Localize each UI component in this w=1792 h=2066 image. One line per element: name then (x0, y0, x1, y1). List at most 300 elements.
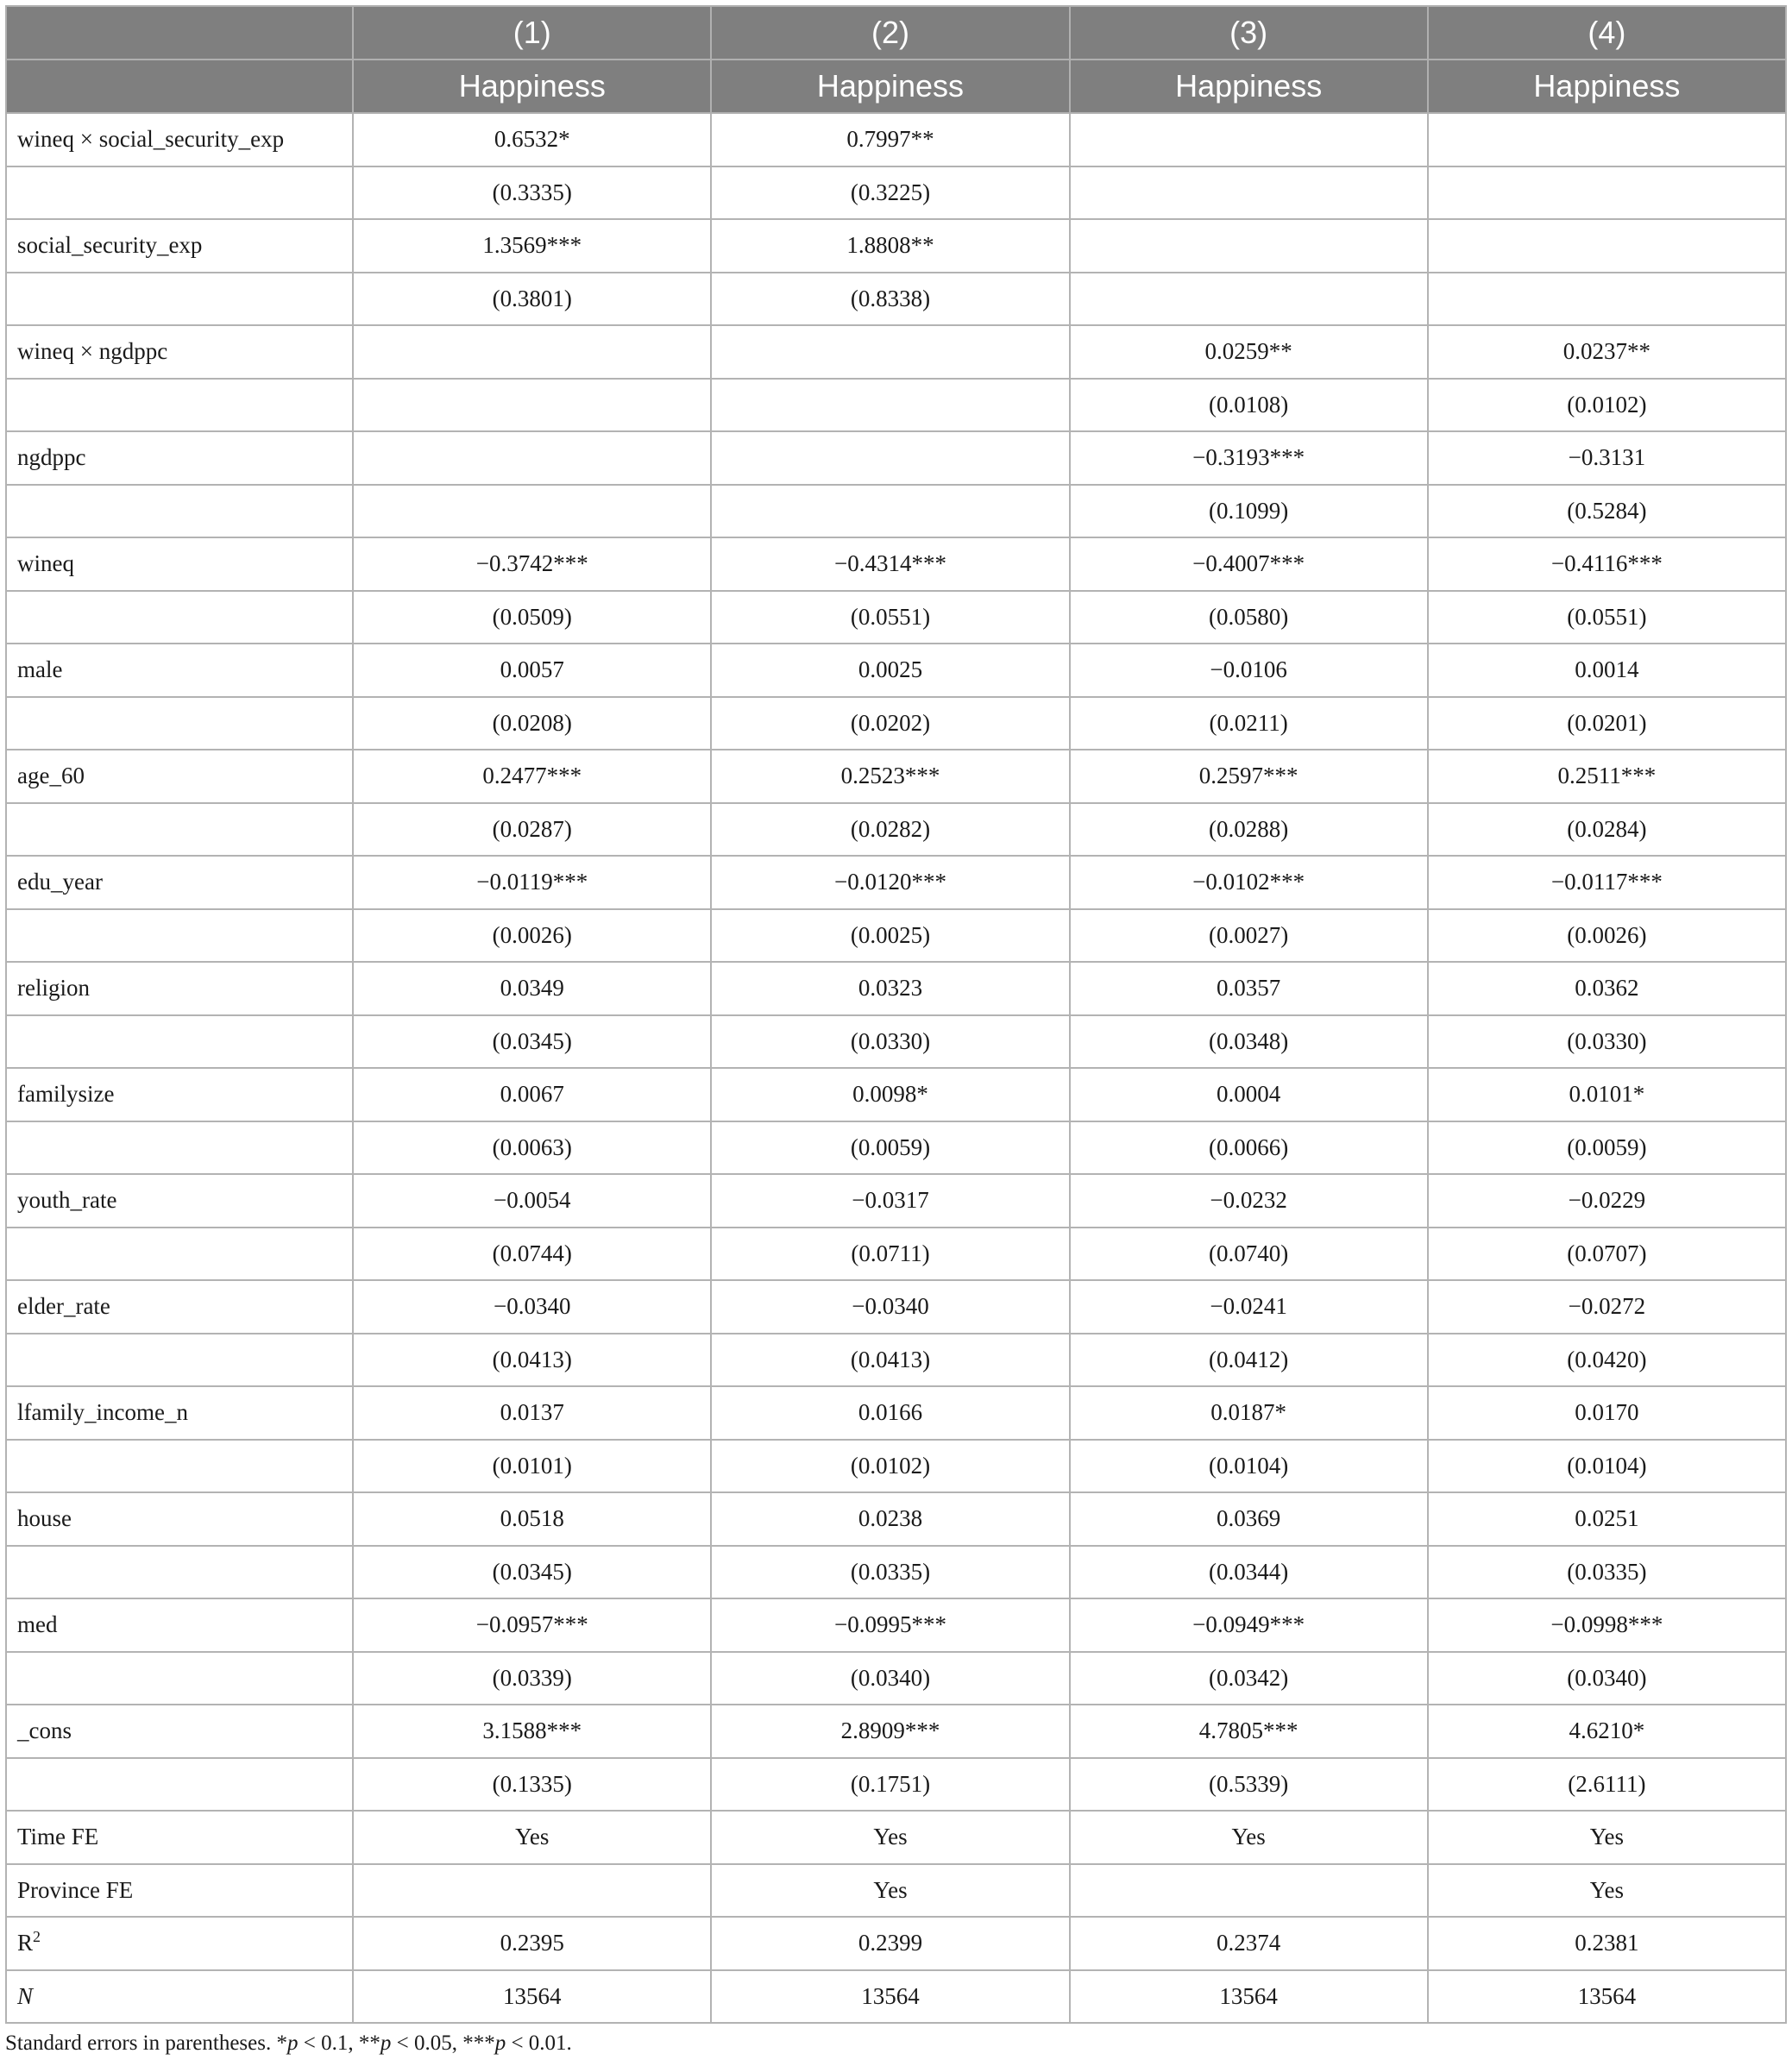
row-label (6, 1811, 353, 1864)
table-row (6, 962, 1786, 1015)
value-cell (711, 1015, 1069, 1069)
table-row (6, 273, 1786, 326)
cell-value: 4.7805*** (1198, 1717, 1298, 1744)
value-cell (1428, 1386, 1786, 1440)
value-cell (1428, 1015, 1786, 1069)
cell-value: (0.0025) (850, 921, 931, 948)
value-cell (711, 1174, 1069, 1228)
table-row (6, 1015, 1786, 1069)
cell-value: 0.2511*** (1557, 763, 1657, 789)
cell-value: −0.0117*** (1550, 869, 1663, 895)
table-row (6, 1917, 1786, 1970)
table-row (6, 1546, 1786, 1599)
cell-value: (0.0208) (492, 709, 572, 736)
table-row (6, 325, 1786, 379)
row-label (6, 1652, 353, 1705)
row-label (6, 644, 353, 697)
row-label (6, 856, 353, 909)
value-cell (711, 1228, 1069, 1281)
cell-value: 0.0238 (858, 1505, 923, 1532)
row-label (6, 1068, 353, 1121)
cell-value: (0.5284) (1567, 497, 1647, 524)
cell-value: 0.0067 (500, 1081, 564, 1108)
value-cell (711, 1598, 1069, 1652)
value-cell (353, 1386, 711, 1440)
cell-value: (0.0027) (1209, 921, 1289, 948)
value-cell (1070, 166, 1428, 220)
value-cell (353, 537, 711, 591)
row-label-text: med (17, 1611, 58, 1638)
cell-value: (0.0345) (492, 1027, 572, 1054)
table-row (6, 1705, 1786, 1758)
cell-value: Yes (1231, 1824, 1266, 1850)
table-row (6, 1758, 1786, 1812)
row-label (6, 431, 353, 485)
value-cell (1070, 697, 1428, 750)
cell-value: 0.0098* (852, 1081, 928, 1108)
row-label-text: wineq × ngdppc (17, 338, 168, 365)
value-cell (1070, 750, 1428, 803)
row-label (6, 113, 353, 166)
value-cell (711, 803, 1069, 857)
row-label (6, 750, 353, 803)
value-cell (1070, 1440, 1428, 1493)
value-cell (1070, 1068, 1428, 1121)
cell-value: −0.3193*** (1192, 444, 1305, 471)
value-cell (711, 1546, 1069, 1599)
cell-value: (0.0740) (1209, 1240, 1289, 1266)
table-row (6, 485, 1786, 538)
header-cell: (3) (1070, 6, 1428, 60)
cell-value: (0.0101) (492, 1452, 572, 1479)
value-cell (353, 1917, 711, 1970)
value-cell (353, 1758, 711, 1812)
value-cell (1070, 644, 1428, 697)
cell-value: 0.0014 (1575, 656, 1639, 683)
row-label (6, 1758, 353, 1812)
cell-value: 0.0251 (1575, 1505, 1639, 1532)
cell-value: −0.0995*** (833, 1611, 946, 1638)
cell-value: (0.0348) (1209, 1027, 1289, 1054)
table-row (6, 697, 1786, 750)
value-cell (1070, 537, 1428, 591)
cell-value: 0.6532* (494, 126, 570, 153)
value-cell (353, 485, 711, 538)
cell-value: (0.0580) (1209, 603, 1289, 630)
cell-value: (0.0066) (1209, 1133, 1289, 1160)
cell-value: (0.0284) (1567, 815, 1647, 842)
row-label (6, 1546, 353, 1599)
value-cell (711, 1334, 1069, 1387)
header-cell: Happiness (1070, 60, 1428, 113)
value-cell (1070, 1121, 1428, 1175)
cell-value: (0.0412) (1209, 1346, 1289, 1372)
header-cell (6, 60, 353, 113)
cell-value: (0.0344) (1209, 1558, 1289, 1585)
value-cell (353, 803, 711, 857)
value-cell (1070, 1386, 1428, 1440)
value-cell (711, 1068, 1069, 1121)
cell-value: (0.3225) (850, 179, 931, 205)
row-label-text: ngdppc (17, 444, 86, 471)
value-cell (1428, 962, 1786, 1015)
value-cell (1428, 1334, 1786, 1387)
cell-value: (0.0063) (492, 1133, 572, 1160)
value-cell (1428, 909, 1786, 963)
header-cell: (2) (711, 6, 1069, 60)
cell-value: 0.0369 (1217, 1505, 1281, 1532)
cell-value: (0.0339) (492, 1664, 572, 1691)
cell-value: 13564 (503, 1982, 562, 2009)
value-cell (711, 1492, 1069, 1546)
value-cell (1070, 485, 1428, 538)
cell-value: (0.0420) (1567, 1346, 1647, 1372)
value-cell (1070, 431, 1428, 485)
value-cell (711, 1652, 1069, 1705)
table-row (6, 1598, 1786, 1652)
cell-value: −0.0229 (1568, 1187, 1646, 1214)
row-label (6, 379, 353, 432)
regression-table (5, 5, 1787, 2024)
value-cell (1070, 1970, 1428, 2024)
value-cell (711, 909, 1069, 963)
row-label (6, 1598, 353, 1652)
value-cell (711, 750, 1069, 803)
value-cell (1428, 697, 1786, 750)
cell-value: 0.0518 (500, 1505, 564, 1532)
table-header (6, 6, 1786, 113)
value-cell (353, 750, 711, 803)
value-cell (1428, 1758, 1786, 1812)
cell-value: (0.0345) (492, 1558, 572, 1585)
cell-value: 0.0057 (500, 656, 564, 683)
row-label (6, 697, 353, 750)
value-cell (711, 325, 1069, 379)
row-label (6, 1705, 353, 1758)
cell-value: (0.0108) (1209, 391, 1289, 418)
cell-value: −0.0340 (852, 1293, 929, 1320)
cell-value: Yes (515, 1824, 550, 1850)
table-row (6, 113, 1786, 166)
value-cell (711, 1386, 1069, 1440)
header-row-dependent-variable (6, 60, 1786, 113)
value-cell (1428, 379, 1786, 432)
value-cell (353, 1334, 711, 1387)
row-label-text: _cons (17, 1717, 72, 1744)
row-label (6, 166, 353, 220)
value-cell (711, 485, 1069, 538)
value-cell (1070, 803, 1428, 857)
value-cell (711, 1705, 1069, 1758)
table-row (6, 1864, 1786, 1918)
value-cell (711, 1864, 1069, 1918)
footnote-p: p (380, 2031, 392, 2055)
row-label-text: familysize (17, 1081, 115, 1108)
header-cell: (1) (353, 6, 711, 60)
table-row (6, 379, 1786, 432)
value-cell (1428, 1121, 1786, 1175)
row-label (6, 803, 353, 857)
row-label-text: edu_year (17, 869, 103, 895)
value-cell (1070, 273, 1428, 326)
cell-value: −0.0272 (1568, 1293, 1646, 1320)
cell-value: (0.0059) (850, 1133, 931, 1160)
row-label (6, 1386, 353, 1440)
cell-value: −0.0119*** (476, 869, 588, 895)
cell-value: 0.0025 (858, 656, 923, 683)
footnote-stars: *** (462, 2031, 495, 2055)
row-label-text: social_security_exp (17, 232, 203, 259)
table-row (6, 1386, 1786, 1440)
table-footnote (5, 2031, 572, 2056)
value-cell (1428, 273, 1786, 326)
cell-value: −0.4116*** (1550, 550, 1663, 577)
value-cell (1428, 1598, 1786, 1652)
cell-value: −0.0317 (852, 1187, 929, 1214)
value-cell (353, 1652, 711, 1705)
table-row (6, 591, 1786, 644)
value-cell (1428, 750, 1786, 803)
value-cell (1070, 325, 1428, 379)
value-cell (1070, 1811, 1428, 1864)
value-cell (711, 1758, 1069, 1812)
table-row (6, 1811, 1786, 1864)
table-row (6, 1174, 1786, 1228)
value-cell (711, 1811, 1069, 1864)
row-label (6, 485, 353, 538)
header-cell: (4) (1428, 6, 1786, 60)
cell-value: 1.8808** (846, 232, 934, 259)
cell-value: (0.8338) (850, 285, 931, 311)
table-body (6, 113, 1786, 2023)
value-cell (353, 1546, 711, 1599)
row-label-text: youth_rate (17, 1187, 117, 1214)
value-cell (711, 591, 1069, 644)
cell-value: −0.3742*** (475, 550, 588, 577)
value-cell (1428, 537, 1786, 591)
cell-value: (0.0711) (851, 1240, 930, 1266)
table-row (6, 1440, 1786, 1493)
header-row-model-numbers (6, 6, 1786, 60)
cell-value: 2.8909*** (840, 1717, 940, 1744)
value-cell (353, 1440, 711, 1493)
value-cell (1070, 591, 1428, 644)
cell-value: −0.0241 (1210, 1293, 1287, 1320)
header-cell: Happiness (353, 60, 711, 113)
value-cell (711, 1970, 1069, 2024)
table-row (6, 166, 1786, 220)
row-label (6, 1334, 353, 1387)
row-label (6, 1864, 353, 1918)
value-cell (1070, 1652, 1428, 1705)
cell-value: (0.0059) (1567, 1133, 1647, 1160)
header-cell: Happiness (711, 60, 1069, 113)
value-cell (353, 166, 711, 220)
value-cell (1070, 1598, 1428, 1652)
value-cell (1428, 856, 1786, 909)
footnote-threshold: < 0.1, (298, 2031, 359, 2055)
cell-value: Yes (1589, 1876, 1625, 1903)
value-cell (711, 1917, 1069, 1970)
row-label (6, 1121, 353, 1175)
cell-value: 0.0357 (1217, 975, 1281, 1002)
row-label-superscript: 2 (33, 1928, 41, 1946)
value-cell (1428, 485, 1786, 538)
value-cell (711, 644, 1069, 697)
cell-value: (0.3801) (492, 285, 572, 311)
table-row (6, 1334, 1786, 1387)
value-cell (1070, 379, 1428, 432)
table-row (6, 431, 1786, 485)
value-cell (1428, 166, 1786, 220)
cell-value: −0.0340 (494, 1293, 571, 1320)
row-label-italic (17, 1983, 33, 2009)
cell-value: (0.0330) (850, 1027, 931, 1054)
value-cell (1070, 1917, 1428, 1970)
value-cell (1070, 1492, 1428, 1546)
cell-value: −0.0106 (1210, 656, 1287, 683)
value-cell (711, 273, 1069, 326)
value-cell (711, 166, 1069, 220)
value-cell (1070, 1758, 1428, 1812)
value-cell (1070, 219, 1428, 273)
cell-value: −0.0998*** (1550, 1611, 1663, 1638)
cell-value: (0.0340) (850, 1664, 931, 1691)
value-cell (353, 379, 711, 432)
row-label-text: house (17, 1505, 72, 1532)
row-label (6, 1174, 353, 1228)
value-cell (711, 379, 1069, 432)
value-cell (1428, 1280, 1786, 1334)
cell-value: Yes (873, 1876, 908, 1903)
value-cell (353, 431, 711, 485)
cell-value: 0.0323 (858, 975, 923, 1002)
value-cell (1070, 962, 1428, 1015)
value-cell (1428, 644, 1786, 697)
cell-value: 4.6210* (1569, 1717, 1645, 1744)
value-cell (711, 219, 1069, 273)
value-cell (353, 1598, 711, 1652)
table-row (6, 219, 1786, 273)
value-cell (353, 1228, 711, 1281)
table-row (6, 644, 1786, 697)
cell-value: Yes (873, 1824, 908, 1850)
cell-value: 13564 (861, 1982, 920, 2009)
cell-value: 3.1588*** (482, 1717, 582, 1744)
value-cell (353, 1970, 711, 2024)
value-cell (1070, 1228, 1428, 1281)
cell-value: 13564 (1577, 1982, 1637, 2009)
cell-value: 0.0259** (1204, 338, 1292, 365)
footnote-threshold: < 0.01. (506, 2031, 572, 2055)
table-row (6, 1228, 1786, 1281)
value-cell (353, 644, 711, 697)
value-cell (353, 1492, 711, 1546)
value-cell (1070, 1864, 1428, 1918)
cell-value: 0.2381 (1575, 1930, 1639, 1956)
cell-value: (0.0287) (492, 815, 572, 842)
value-cell (353, 1705, 711, 1758)
value-cell (353, 962, 711, 1015)
value-cell (1070, 113, 1428, 166)
value-cell (353, 1864, 711, 1918)
cell-value: 0.2523*** (840, 763, 940, 789)
cell-value: 0.2597*** (1198, 763, 1298, 789)
value-cell (711, 537, 1069, 591)
header-cell: Happiness (1428, 60, 1786, 113)
cell-value: 0.0349 (500, 975, 564, 1002)
cell-value: (0.0201) (1567, 709, 1647, 736)
value-cell (711, 113, 1069, 166)
cell-value: −0.0102*** (1192, 869, 1305, 895)
cell-value: 0.0101* (1569, 1081, 1645, 1108)
footnote-p: p (286, 2031, 299, 2055)
row-label-text: religion (17, 975, 90, 1002)
value-cell (353, 1121, 711, 1175)
table-row (6, 750, 1786, 803)
value-cell (353, 1068, 711, 1121)
value-cell (353, 591, 711, 644)
value-cell (1070, 1546, 1428, 1599)
value-cell (1428, 1068, 1786, 1121)
cell-value: (0.0026) (492, 921, 572, 948)
cell-value: 13564 (1219, 1982, 1278, 2009)
value-cell (1070, 909, 1428, 963)
cell-value: −0.0232 (1210, 1187, 1287, 1214)
value-cell (1070, 1174, 1428, 1228)
row-label-text: male (17, 656, 63, 683)
header-cell (6, 6, 353, 60)
cell-value: (0.5339) (1209, 1770, 1289, 1797)
cell-value: (0.1099) (1209, 497, 1289, 524)
value-cell (1428, 219, 1786, 273)
cell-value: −0.0054 (494, 1187, 571, 1214)
value-cell (353, 856, 711, 909)
value-cell (1428, 1970, 1786, 2024)
cell-value: 0.0187* (1210, 1399, 1287, 1426)
cell-value: (0.0202) (850, 709, 931, 736)
value-cell (1428, 1440, 1786, 1493)
row-label-text: elder_rate (17, 1293, 110, 1320)
value-cell (711, 856, 1069, 909)
cell-value: 0.0004 (1217, 1081, 1281, 1108)
table-row (6, 537, 1786, 591)
value-cell (353, 113, 711, 166)
cell-value: (0.0509) (492, 603, 572, 630)
value-cell (1428, 1917, 1786, 1970)
row-label-text: Time FE (17, 1824, 99, 1850)
cell-value: (0.0104) (1567, 1452, 1647, 1479)
row-label (6, 1970, 353, 2024)
value-cell (353, 697, 711, 750)
cell-value: (0.0340) (1567, 1664, 1647, 1691)
table-row (6, 909, 1786, 963)
cell-value: (0.0551) (1567, 603, 1647, 630)
value-cell (1428, 1546, 1786, 1599)
row-label-text: wineq × social_security_exp (17, 126, 285, 153)
value-cell (1428, 591, 1786, 644)
value-cell (1428, 325, 1786, 379)
row-label-text: Province FE (17, 1876, 134, 1903)
value-cell (711, 1440, 1069, 1493)
footnote-p: p (494, 2031, 506, 2055)
regression-table-container (5, 5, 1787, 2024)
value-cell (1428, 1811, 1786, 1864)
row-label (6, 537, 353, 591)
cell-value: 0.0362 (1575, 975, 1639, 1002)
value-cell (1070, 1280, 1428, 1334)
cell-value: (0.0342) (1209, 1664, 1289, 1691)
